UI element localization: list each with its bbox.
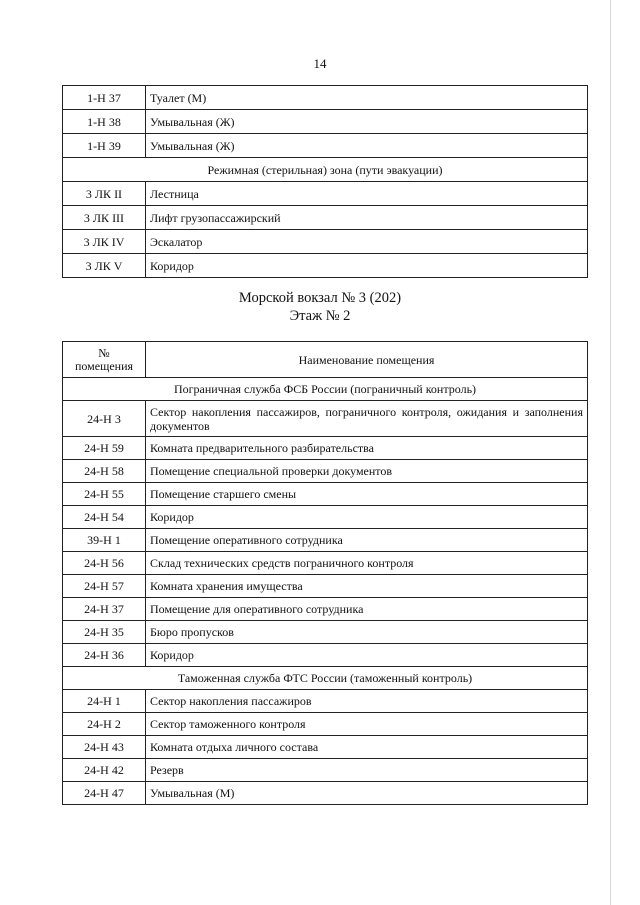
table-row (63, 460, 588, 483)
room-name: Умывальная (Ж) (146, 110, 588, 134)
room-number: 24-Н 55 (63, 483, 146, 506)
section-title: Пограничная служба ФСБ России (пограничный контроль) (63, 378, 588, 401)
room-name: Эскалатор (146, 230, 588, 254)
table-row (63, 254, 588, 278)
room-number: 24-Н 58 (63, 460, 146, 483)
rooms-table-continued-body (63, 86, 588, 278)
room-name: Туалет (М) (146, 86, 588, 110)
table-row (63, 134, 588, 158)
room-name: Умывальная (М) (146, 782, 588, 805)
room-name: Умывальная (Ж) (146, 134, 588, 158)
room-number: 24-Н 56 (63, 552, 146, 575)
table-row (63, 206, 588, 230)
table-row (63, 552, 588, 575)
room-name: Коридор (146, 254, 588, 278)
section-row (63, 158, 588, 182)
room-number: 3 ЛК II (63, 182, 146, 206)
room-name: Комната отдыха личного состава (146, 736, 588, 759)
column-header-number-line1: № (98, 345, 110, 360)
room-name: Сектор накопления пассажиров (146, 690, 588, 713)
room-name: Помещение для оперативного сотрудника (146, 598, 588, 621)
table-row (63, 437, 588, 460)
room-number: 24-Н 54 (63, 506, 146, 529)
table-row (63, 529, 588, 552)
room-number: 24-Н 35 (63, 621, 146, 644)
room-number: 24-Н 1 (63, 690, 146, 713)
room-name: Резерв (146, 759, 588, 782)
section-title: Таможенная служба ФТС России (таможенный контроль) (63, 667, 588, 690)
room-number: 39-Н 1 (63, 529, 146, 552)
room-number: 24-Н 47 (63, 782, 146, 805)
rooms-table-floor-2-body (63, 378, 588, 805)
room-number: 3 ЛК V (63, 254, 146, 278)
room-name: Помещение старшего смены (146, 483, 588, 506)
table-header (63, 342, 588, 378)
rooms-table-continued (62, 85, 588, 278)
room-number: 3 ЛК IV (63, 230, 146, 254)
page-edge-line (610, 0, 611, 905)
table-row (63, 644, 588, 667)
room-name: Комната предварительного разбирательства (146, 437, 588, 460)
column-header-number (63, 342, 146, 378)
page-number: 14 (313, 56, 327, 71)
room-name: Сектор таможенного контроля (146, 713, 588, 736)
section-row (63, 667, 588, 690)
room-number: 24-Н 37 (63, 598, 146, 621)
room-name: Лифт грузопассажирский (146, 206, 588, 230)
room-name: Сектор накопления пассажиров, пограничного контроля, ожидания и заполнения документов (146, 401, 588, 437)
room-name: Коридор (146, 644, 588, 667)
room-number: 1-Н 37 (63, 86, 146, 110)
table-row (63, 182, 588, 206)
table-row (63, 506, 588, 529)
table-row (63, 110, 588, 134)
room-number: 24-Н 57 (63, 575, 146, 598)
rooms-table-floor-2 (62, 341, 588, 805)
room-number: 24-Н 2 (63, 713, 146, 736)
table-row (63, 759, 588, 782)
table-row (63, 736, 588, 759)
table-row (63, 598, 588, 621)
section-row (63, 378, 588, 401)
floor-title: Этаж № 2 (289, 308, 351, 324)
room-number: 1-Н 38 (63, 110, 146, 134)
room-name: Комната хранения имущества (146, 575, 588, 598)
table-row (63, 782, 588, 805)
table-row (63, 690, 588, 713)
room-number: 24-Н 3 (63, 401, 146, 437)
room-name: Помещение оперативного сотрудника (146, 529, 588, 552)
room-number: 24-Н 59 (63, 437, 146, 460)
room-name: Бюро пропусков (146, 621, 588, 644)
room-number: 24-Н 36 (63, 644, 146, 667)
column-header-number-line2: помещения (74, 358, 134, 373)
station-title: Морской вокзал № 3 (202) (238, 290, 402, 306)
room-name: Коридор (146, 506, 588, 529)
table-row (63, 575, 588, 598)
room-name: Склад технических средств пограничного контроля (146, 552, 588, 575)
column-header-name: Наименование помещения (146, 342, 588, 378)
table-header-row (63, 342, 588, 378)
room-number: 24-Н 42 (63, 759, 146, 782)
room-name: Лестница (146, 182, 588, 206)
room-number: 1-Н 39 (63, 134, 146, 158)
table-row (63, 483, 588, 506)
table-row (63, 401, 588, 437)
room-number: 24-Н 43 (63, 736, 146, 759)
section-title: Режимная (стерильная) зона (пути эвакуации) (63, 158, 588, 182)
room-name: Помещение специальной проверки документов (146, 460, 588, 483)
table-row (63, 86, 588, 110)
table-row (63, 230, 588, 254)
room-number: 3 ЛК III (63, 206, 146, 230)
table-row (63, 621, 588, 644)
table-row (63, 713, 588, 736)
